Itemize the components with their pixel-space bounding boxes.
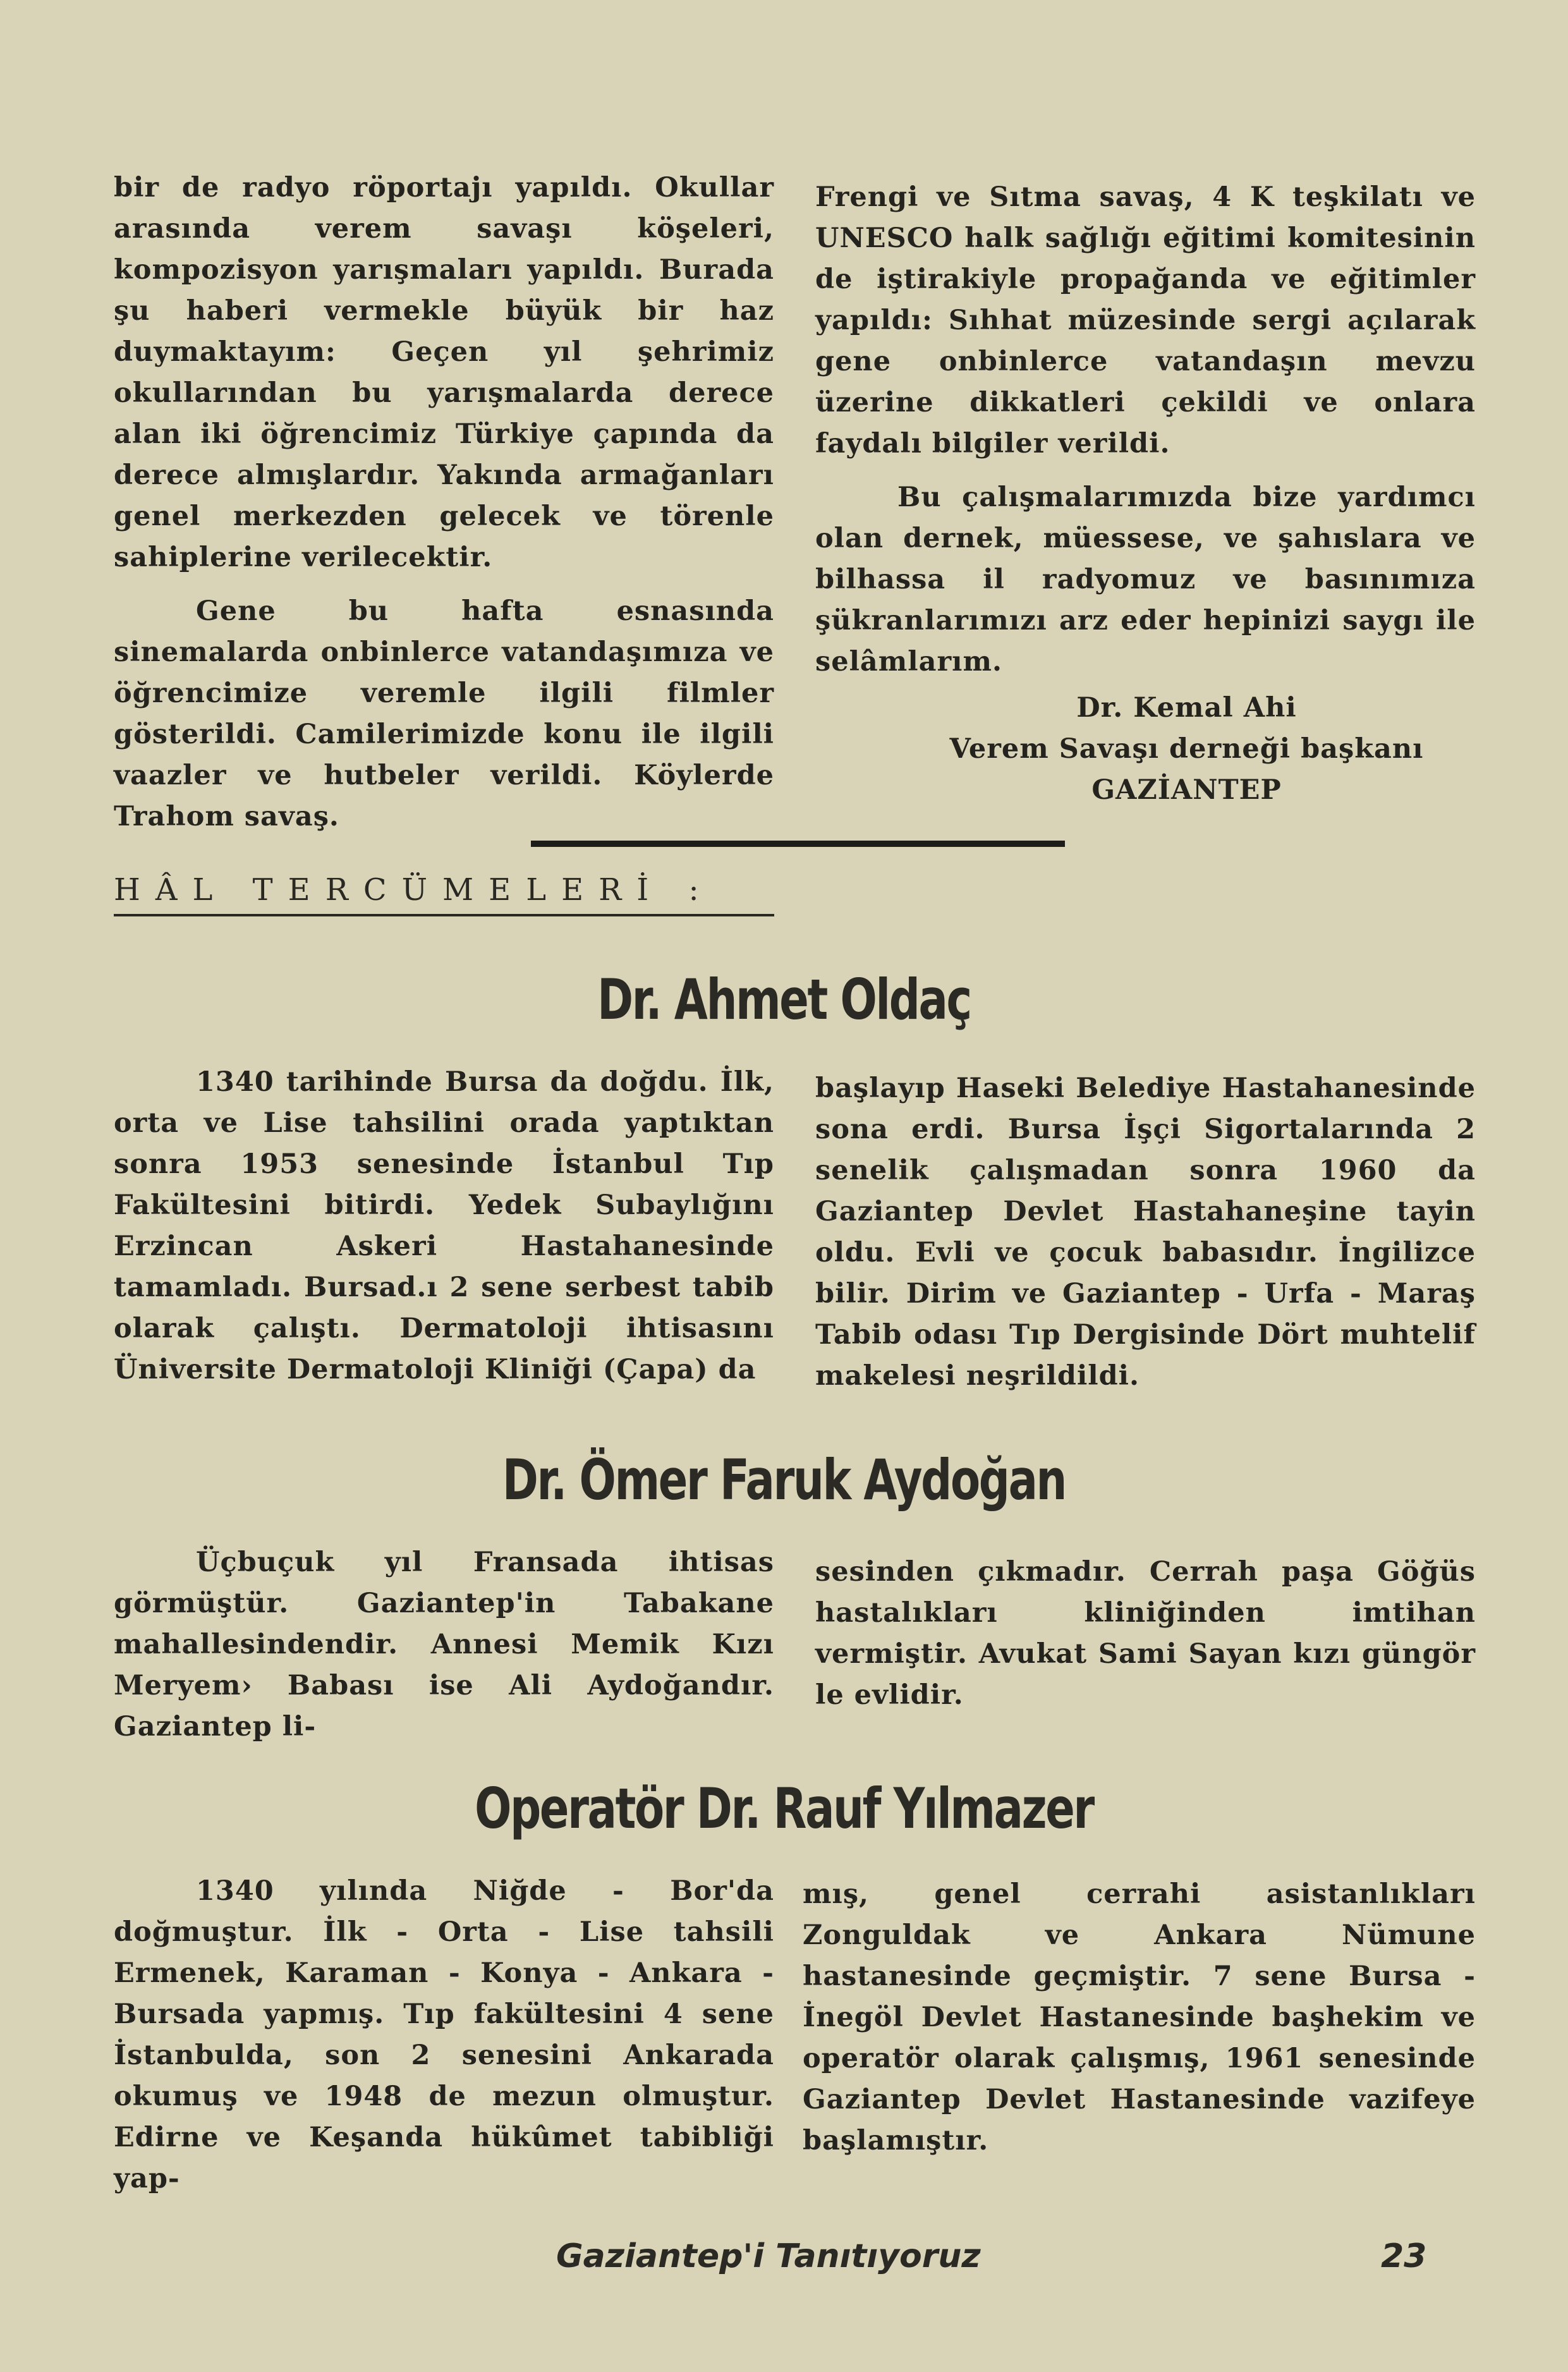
- bio-2-left-column: [114, 1542, 774, 1748]
- bio-3-left-column: [114, 1871, 774, 2199]
- intro-right-column: [815, 177, 1476, 811]
- intro-left-paragraph-2: Gene bu hafta esnasında sinemalarda onbinlerce vatandaşımıza ve öğrencimize veremle ilgili filmler gösterildi. Camilerimizde konu ile ilgili vaazler ve hutbeler verildi. Köylerde Trahom savaş.: [114, 595, 774, 832]
- intro-right-paragraph-2: Bu çalışmalarımızda bize yardımcı olan dernek, müessese, ve şahıslara ve bilhassa il radyomuz ve basınımıza şükranlarımızı arz eder hepinizi saygı ile selâmlarım.: [815, 482, 1476, 678]
- bio-2-right-column: [815, 1552, 1476, 1716]
- intro-right-paragraph-1: Frengi ve Sıtma savaş, 4 K teşkilatı ve UNESCO halk sağlığı eğitimi komitesinin de iştirakiyle propağanda ve eğitimler yapıldı: Sıhhat müzesinde sergi açılarak gene onbinlerce vatandaşın mevzu üzerine dikkatleri çekildi ve onlara faydalı bilgiler verildi.: [815, 181, 1476, 459]
- bio-2-left-text: Üçbuçuk yıl Fransada ihtisas görmüştür. Gaziantep'in Tabakane mahallesindendir. Annesi Memik Kızı Meryem› Babası ise Ali Aydoğandır. Gaziantep li-: [114, 1547, 774, 1743]
- page-number: 23: [1381, 2237, 1427, 2275]
- signature-title: Verem Savaşı derneği başkanı: [949, 733, 1424, 765]
- bio-2-name: Dr. Ömer Faruk Aydoğan: [502, 1447, 1066, 1512]
- bio-1-name: Dr. Ahmet Oldaç: [597, 967, 971, 1032]
- bio-3-left-text: 1340 yılında Niğde - Bor'da doğmuştur. İlk - Orta - Lise tahsili Ermenek, Karaman - Konya - Ankara - Bursada yapmış. Tıp fakültesini 4 sene İstanbulda, son 2 senesini Ankarada okumuş ve 1948 de mezun olmuştur. Edirne ve Keşanda hükûmet tabibliği yap-: [114, 1875, 774, 2194]
- bio-1-right-text: başlayıp Haseki Belediye Hastahanesinde sona erdi. Bursa İşçi Sigortalarında 2 senelik çalışmadan sonra 1960 da Gaziantep Devlet Hastahaneşine tayin oldu. Evli ve çocuk babasıdır. İngilizce bilir. Dirim ve Gaziantep - Urfa - Maraş Tabib odası Tıp Dergisinde Dört muhtelif makelesi neşrildildi.: [815, 1073, 1476, 1392]
- bio-1-left-text: 1340 tarihinde Bursa da doğdu. İlk, orta ve Lise tahsilini orada yaptıktan sonra 1953 senesinde İstanbul Tıp Fakültesini bitirdi. Yedek Subaylığını Erzincan Askeri Hastahanesinde tamamladı. Bursad.ı 2 sene serbest tabib olarak çalıştı. Dermatoloji ihtisasını Üniversite Dermatoloji Kliniği (Çapa) da: [114, 1066, 774, 1385]
- intro-left-column: [114, 167, 774, 837]
- bio-2-right-text: sesinden çıkmadır. Cerrah paşa Göğüs hastalıkları kliniğinden imtihan vermiştir. Avukat Sami Sayan kızı güngör le evlidir.: [815, 1556, 1476, 1711]
- bio-1-right-column: [815, 1068, 1476, 1397]
- section-divider: [531, 841, 1065, 847]
- bio-3-name: Operatör Dr. Rauf Yılmazer: [475, 1776, 1093, 1841]
- bio-3-right-text: mış, genel cerrahi asistanlıkları Zonguldak ve Ankara Nümune hastanesinde geçmiştir. 7 sene Bursa - İnegöl Devlet Hastanesinde başhekim ve operatör olarak çalışmış, 1961 senesinde Gaziantep Devlet Hastanesinde vazifeye başlamıştır.: [803, 1878, 1476, 2156]
- signature-name: Dr. Kemal Ahi: [1076, 692, 1297, 724]
- signature-city: GAZİANTEP: [1091, 774, 1282, 806]
- bio-1-left-column: [114, 1062, 774, 1390]
- section-title: HÂL TERCÜMELERİ :: [114, 872, 774, 916]
- footer-title: Gaziantep'i Tanıtıyoruz: [556, 2237, 981, 2275]
- bio-3-right-column: [803, 1874, 1476, 2162]
- intro-left-paragraph-1: bir de radyo röportajı yapıldı. Okullar arasında verem savaşı köşeleri, kompozisyon yarışmaları yapıldı. Burada şu haberi vermekle büyük bir haz duymaktayım: Geçen yıl şehrimiz okullarından bu yarışmalarda derece alan iki öğrencimiz Türkiye çapında da derece almışlardır. Yakında armağanları genel merkezden gelecek ve törenle sahiplerine verilecektir.: [114, 172, 774, 573]
